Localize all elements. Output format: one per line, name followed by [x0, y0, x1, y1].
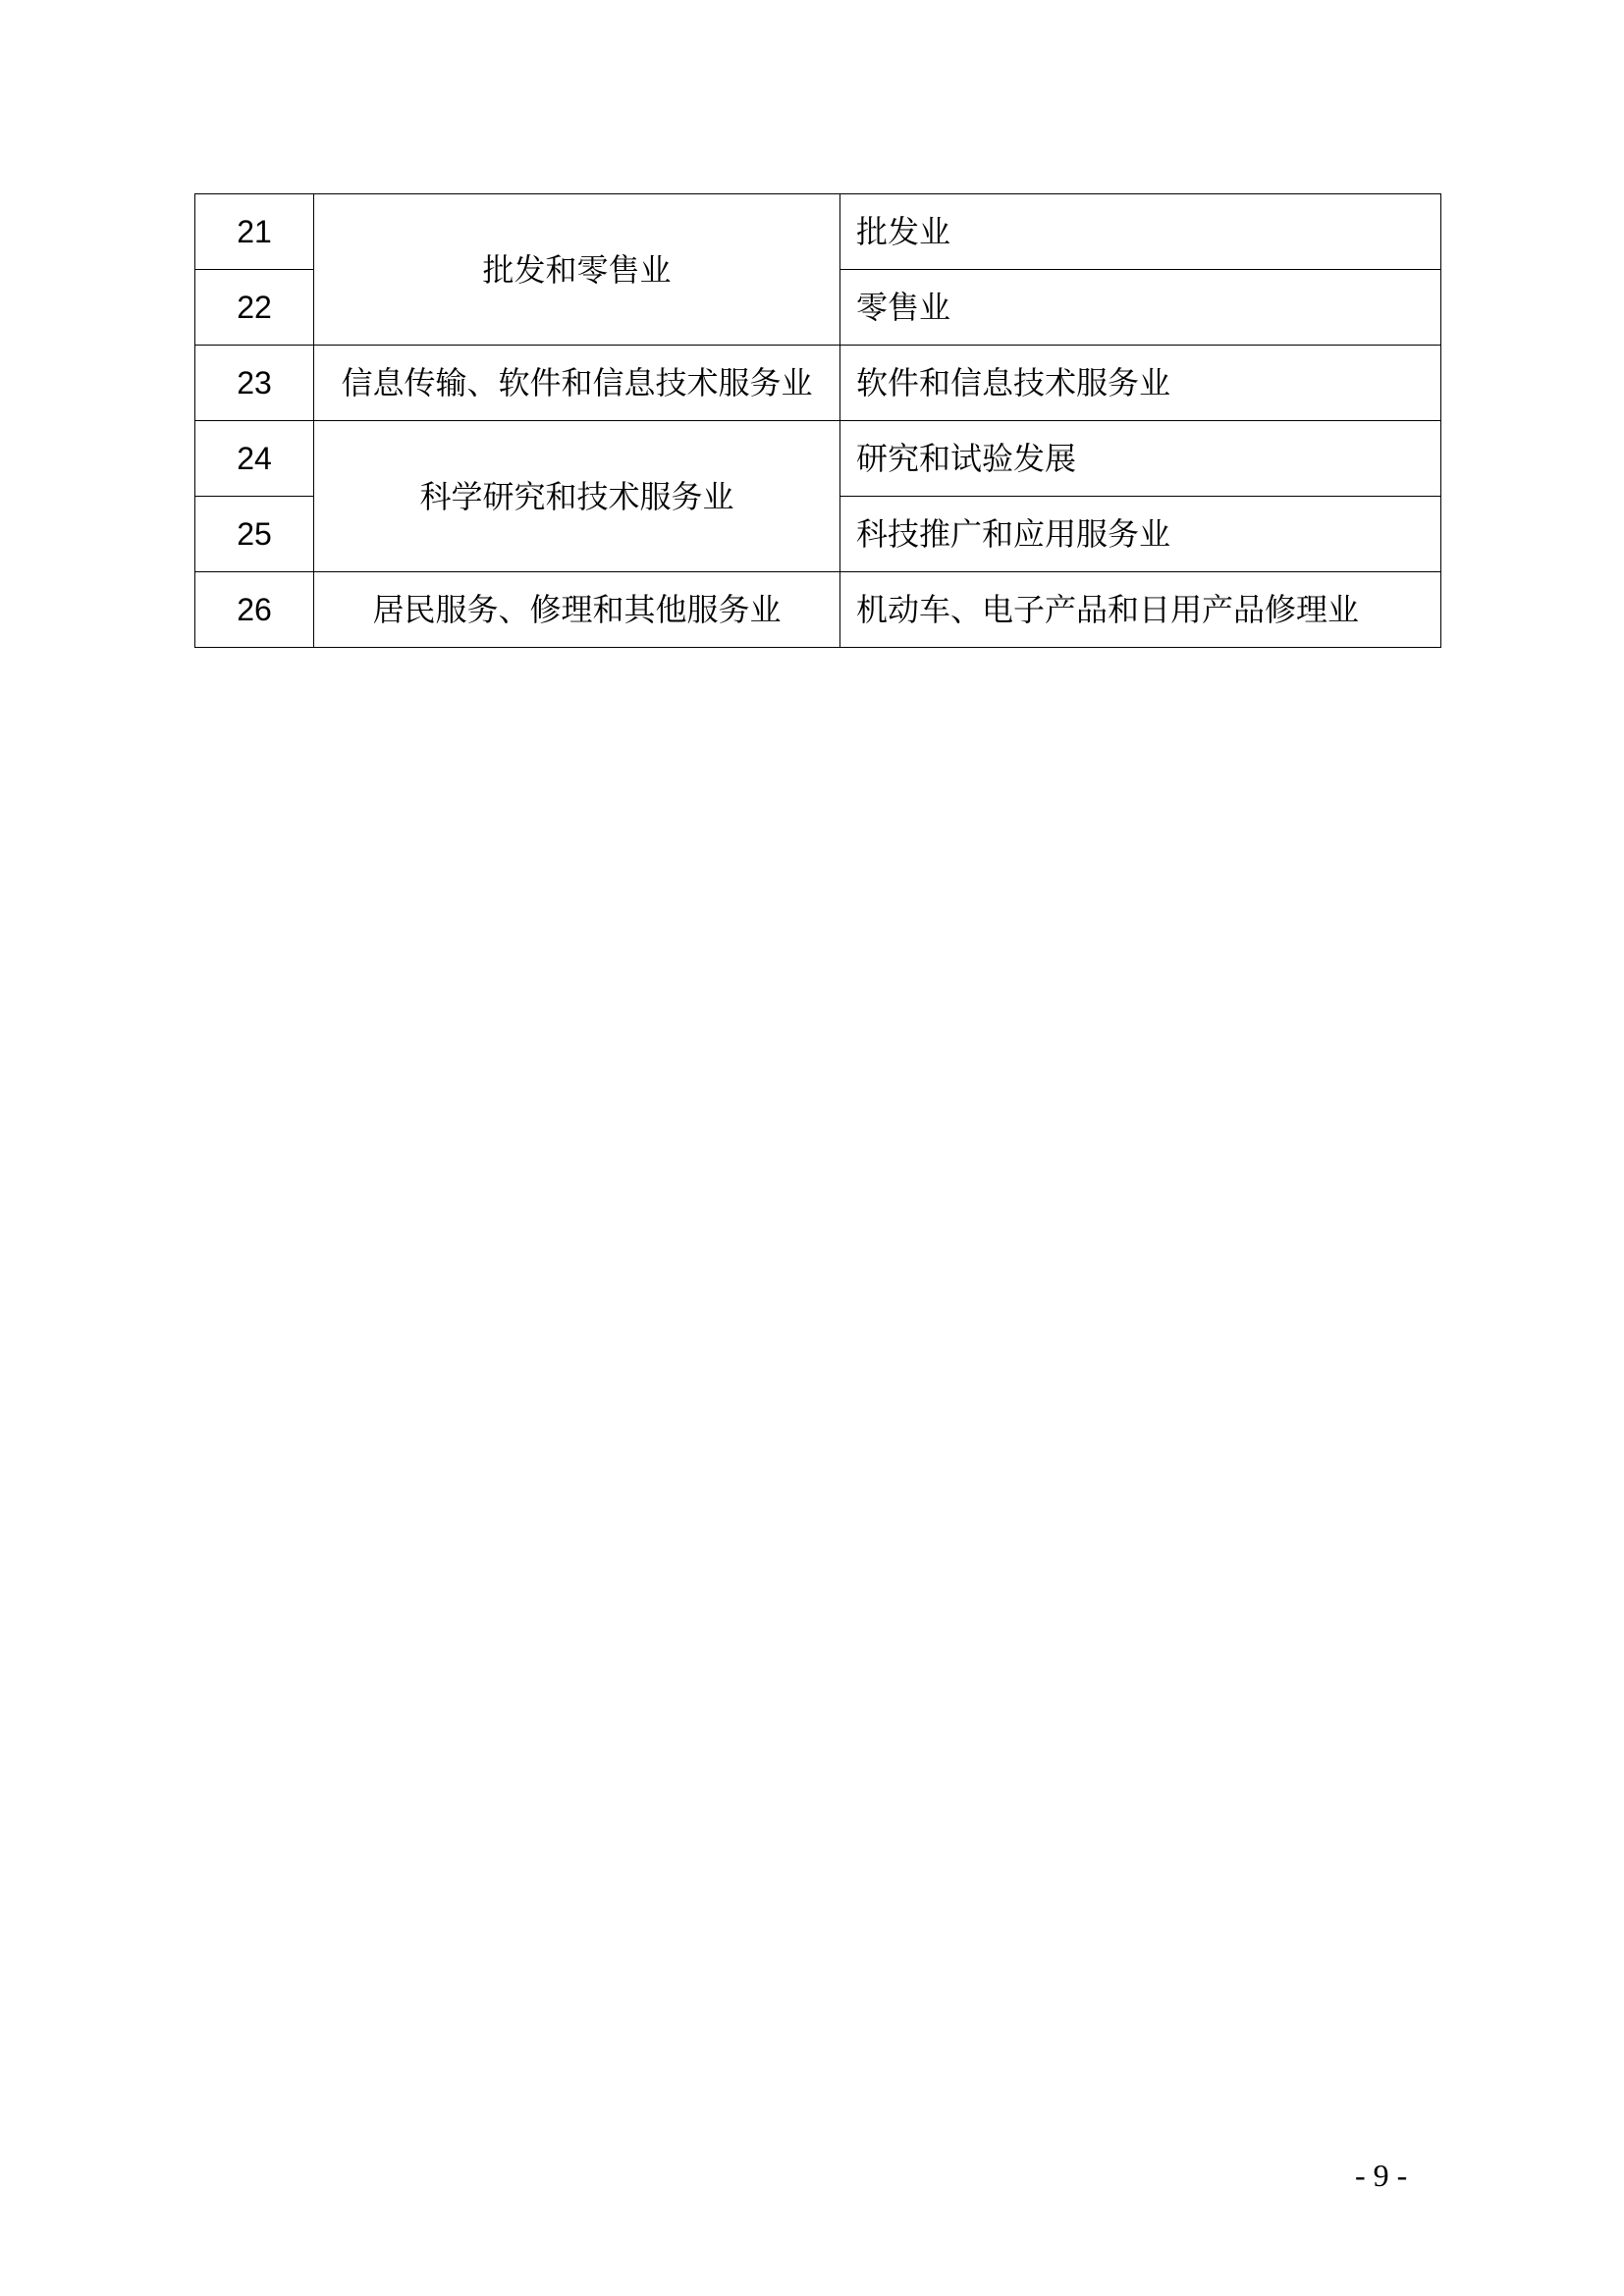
row-number-cell: 23: [195, 346, 314, 421]
row-number-cell: 24: [195, 421, 314, 497]
category-cell: 信息传输、软件和信息技术服务业: [314, 346, 840, 421]
category-cell: 科学研究和技术服务业: [314, 421, 840, 572]
subcategory-cell: 研究和试验发展: [840, 421, 1441, 497]
table-row: [195, 194, 1441, 270]
subcategory-cell: 软件和信息技术服务业: [840, 346, 1441, 421]
row-number-cell: 25: [195, 497, 314, 572]
subcategory-cell: 机动车、电子产品和日用产品修理业: [840, 572, 1441, 648]
row-number-cell: 22: [195, 270, 314, 346]
page-number: - 9 -: [1355, 2158, 1408, 2193]
table-row: [195, 572, 1441, 648]
category-cell: 批发和零售业: [314, 194, 840, 346]
subcategory-cell: 零售业: [840, 270, 1441, 346]
subcategory-cell: 科技推广和应用服务业: [840, 497, 1441, 572]
category-cell: 居民服务、修理和其他服务业: [314, 572, 840, 648]
subcategory-cell: 批发业: [840, 194, 1441, 270]
row-number-cell: 21: [195, 194, 314, 270]
industry-table: [194, 193, 1441, 648]
table-row: [195, 346, 1441, 421]
row-number-cell: 26: [195, 572, 314, 648]
table-row: [195, 421, 1441, 497]
